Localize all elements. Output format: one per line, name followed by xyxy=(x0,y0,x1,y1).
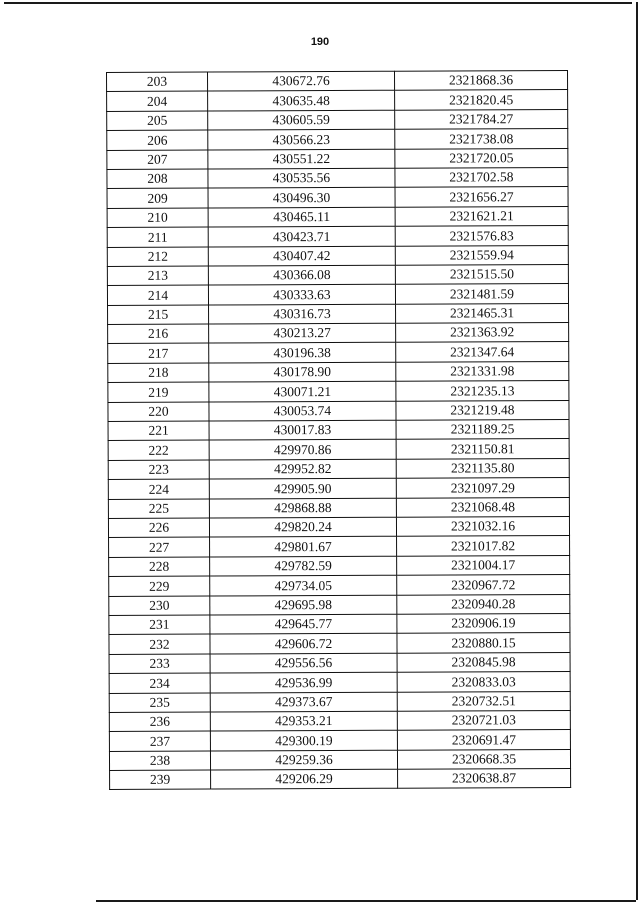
x-coordinate-cell: 429606.72 xyxy=(210,634,397,654)
y-coordinate-cell: 2321004.17 xyxy=(397,555,570,575)
y-coordinate-cell: 2320880.15 xyxy=(397,633,570,653)
x-coordinate-cell: 429868.88 xyxy=(209,498,396,518)
y-coordinate-cell: 2321576.83 xyxy=(395,226,568,246)
table-row xyxy=(107,264,568,285)
x-coordinate-cell: 430017.83 xyxy=(209,420,396,440)
y-coordinate-cell: 2321135.80 xyxy=(396,458,569,478)
point-id-cell: 211 xyxy=(107,227,208,247)
y-coordinate-cell: 2321068.48 xyxy=(396,497,569,517)
point-id-cell: 222 xyxy=(108,440,209,460)
point-id-cell: 230 xyxy=(109,596,210,616)
table-row xyxy=(110,769,571,790)
table-row xyxy=(108,342,569,363)
y-coordinate-cell: 2321363.92 xyxy=(396,323,569,343)
y-coordinate-cell: 2321189.25 xyxy=(396,420,569,440)
y-coordinate-cell: 2321868.36 xyxy=(394,70,567,90)
y-coordinate-cell: 2321465.31 xyxy=(396,303,569,323)
y-coordinate-cell: 2320668.35 xyxy=(397,749,570,769)
point-id-cell: 232 xyxy=(109,634,210,654)
point-id-cell: 209 xyxy=(107,188,208,208)
point-id-cell: 218 xyxy=(108,363,209,383)
x-coordinate-cell: 430535.56 xyxy=(208,168,395,188)
point-id-cell: 204 xyxy=(107,91,208,111)
y-coordinate-cell: 2321702.58 xyxy=(395,167,568,187)
y-coordinate-cell: 2321656.27 xyxy=(395,187,568,207)
x-coordinate-cell: 430672.76 xyxy=(208,71,395,91)
point-id-cell: 228 xyxy=(109,557,210,577)
y-coordinate-cell: 2321738.08 xyxy=(395,129,568,149)
table-row xyxy=(107,90,568,111)
x-coordinate-cell: 430196.38 xyxy=(209,343,396,363)
x-coordinate-cell: 429782.59 xyxy=(210,556,397,576)
x-coordinate-cell: 429734.05 xyxy=(210,575,397,595)
table-row xyxy=(108,400,569,421)
table-row xyxy=(108,323,569,344)
y-coordinate-cell: 2321235.13 xyxy=(396,381,569,401)
y-coordinate-cell: 2320967.72 xyxy=(397,575,570,595)
point-id-cell: 210 xyxy=(107,208,208,228)
point-id-cell: 214 xyxy=(107,285,208,305)
x-coordinate-cell: 429300.19 xyxy=(210,731,397,751)
point-id-cell: 239 xyxy=(110,770,211,790)
x-coordinate-cell: 430213.27 xyxy=(209,323,396,343)
table-row xyxy=(107,206,568,227)
page-number: 190 xyxy=(310,36,330,48)
table-row xyxy=(107,245,568,266)
x-coordinate-cell: 429259.36 xyxy=(210,750,397,770)
table-row xyxy=(107,70,568,91)
x-coordinate-cell: 429970.86 xyxy=(209,440,396,460)
y-coordinate-cell: 2321820.45 xyxy=(395,90,568,110)
x-coordinate-cell: 430366.08 xyxy=(208,265,395,285)
x-coordinate-cell: 429556.56 xyxy=(210,653,397,673)
x-coordinate-cell: 430071.21 xyxy=(209,381,396,401)
point-id-cell: 236 xyxy=(109,712,210,732)
table-row xyxy=(109,652,570,673)
x-coordinate-cell: 429206.29 xyxy=(211,769,398,789)
table-row xyxy=(107,109,568,130)
point-id-cell: 226 xyxy=(108,518,209,538)
y-coordinate-cell: 2320732.51 xyxy=(397,691,570,711)
point-id-cell: 215 xyxy=(108,305,209,325)
table-row xyxy=(107,187,568,208)
y-coordinate-cell: 2321219.48 xyxy=(396,400,569,420)
table-row xyxy=(109,730,570,751)
y-coordinate-cell: 2320845.98 xyxy=(397,652,570,672)
point-id-cell: 234 xyxy=(109,673,210,693)
point-id-cell: 203 xyxy=(107,72,208,92)
table-row xyxy=(109,672,570,693)
coordinates-table-body xyxy=(107,70,571,789)
point-id-cell: 206 xyxy=(107,130,208,150)
x-coordinate-cell: 430566.23 xyxy=(208,129,395,149)
point-id-cell: 216 xyxy=(108,324,209,344)
table-row xyxy=(108,303,569,324)
point-id-cell: 237 xyxy=(109,731,210,751)
x-coordinate-cell: 429645.77 xyxy=(210,614,397,634)
point-id-cell: 221 xyxy=(108,421,209,441)
table-row xyxy=(107,148,568,169)
point-id-cell: 213 xyxy=(107,266,208,286)
table-row xyxy=(109,633,570,654)
x-coordinate-cell: 430551.22 xyxy=(208,149,395,169)
right-border-line xyxy=(636,2,638,900)
table-row xyxy=(107,284,568,305)
y-coordinate-cell: 2321481.59 xyxy=(395,284,568,304)
point-id-cell: 235 xyxy=(109,693,210,713)
table-row xyxy=(109,691,570,712)
table-row xyxy=(109,749,570,770)
y-coordinate-cell: 2320833.03 xyxy=(397,672,570,692)
table-row xyxy=(108,439,569,460)
x-coordinate-cell: 429373.67 xyxy=(210,692,397,712)
point-id-cell: 219 xyxy=(108,382,209,402)
x-coordinate-cell: 429695.98 xyxy=(210,595,397,615)
y-coordinate-cell: 2320940.28 xyxy=(397,594,570,614)
table-row xyxy=(107,129,568,150)
point-id-cell: 229 xyxy=(109,576,210,596)
x-coordinate-cell: 429801.67 xyxy=(210,537,397,557)
point-id-cell: 208 xyxy=(107,169,208,189)
point-id-cell: 212 xyxy=(107,247,208,267)
x-coordinate-cell: 429952.82 xyxy=(209,459,396,479)
x-coordinate-cell: 430333.63 xyxy=(208,285,395,305)
point-id-cell: 207 xyxy=(107,150,208,170)
point-id-cell: 220 xyxy=(108,402,209,422)
table-row xyxy=(109,536,570,557)
table-row xyxy=(109,555,570,576)
point-id-cell: 238 xyxy=(109,751,210,771)
y-coordinate-cell: 2321347.64 xyxy=(396,342,569,362)
x-coordinate-cell: 429353.21 xyxy=(210,711,397,731)
x-coordinate-cell: 430407.42 xyxy=(208,246,395,266)
table-row xyxy=(107,226,568,247)
table-row xyxy=(108,420,569,441)
table-row xyxy=(108,497,569,518)
x-coordinate-cell: 430496.30 xyxy=(208,188,395,208)
y-coordinate-cell: 2321331.98 xyxy=(396,361,569,381)
x-coordinate-cell: 430053.74 xyxy=(209,401,396,421)
table-row xyxy=(108,458,569,479)
y-coordinate-cell: 2320691.47 xyxy=(397,730,570,750)
point-id-cell: 223 xyxy=(108,460,209,480)
x-coordinate-cell: 429820.24 xyxy=(209,517,396,537)
bottom-border-line xyxy=(96,900,636,902)
y-coordinate-cell: 2320906.19 xyxy=(397,613,570,633)
y-coordinate-cell: 2321017.82 xyxy=(397,536,570,556)
table-row xyxy=(109,710,570,731)
table-row xyxy=(108,381,569,402)
x-coordinate-cell: 430605.59 xyxy=(208,110,395,130)
table-row xyxy=(108,516,569,537)
table-row xyxy=(109,594,570,615)
point-id-cell: 231 xyxy=(109,615,210,635)
y-coordinate-cell: 2320721.03 xyxy=(397,710,570,730)
y-coordinate-cell: 2321559.94 xyxy=(395,245,568,265)
coordinates-table xyxy=(106,70,571,790)
point-id-cell: 217 xyxy=(108,344,209,364)
x-coordinate-cell: 430178.90 xyxy=(209,362,396,382)
y-coordinate-cell: 2321621.21 xyxy=(395,206,568,226)
table-row xyxy=(109,613,570,634)
table-row xyxy=(108,478,569,499)
x-coordinate-cell: 430465.11 xyxy=(208,207,395,227)
top-border-line xyxy=(4,2,632,4)
x-coordinate-cell: 430423.71 xyxy=(208,226,395,246)
y-coordinate-cell: 2320638.87 xyxy=(398,769,571,789)
x-coordinate-cell: 430635.48 xyxy=(208,91,395,111)
y-coordinate-cell: 2321515.50 xyxy=(395,264,568,284)
point-id-cell: 225 xyxy=(108,499,209,519)
y-coordinate-cell: 2321720.05 xyxy=(395,148,568,168)
point-id-cell: 227 xyxy=(109,537,210,557)
x-coordinate-cell: 429536.99 xyxy=(210,672,397,692)
point-id-cell: 233 xyxy=(109,654,210,674)
x-coordinate-cell: 430316.73 xyxy=(209,304,396,324)
table-row xyxy=(108,361,569,382)
y-coordinate-cell: 2321784.27 xyxy=(395,109,568,129)
x-coordinate-cell: 429905.90 xyxy=(209,478,396,498)
table-row xyxy=(109,575,570,596)
table-row xyxy=(107,167,568,188)
point-id-cell: 205 xyxy=(107,111,208,131)
y-coordinate-cell: 2321097.29 xyxy=(396,478,569,498)
y-coordinate-cell: 2321150.81 xyxy=(396,439,569,459)
point-id-cell: 224 xyxy=(108,479,209,499)
y-coordinate-cell: 2321032.16 xyxy=(396,516,569,536)
